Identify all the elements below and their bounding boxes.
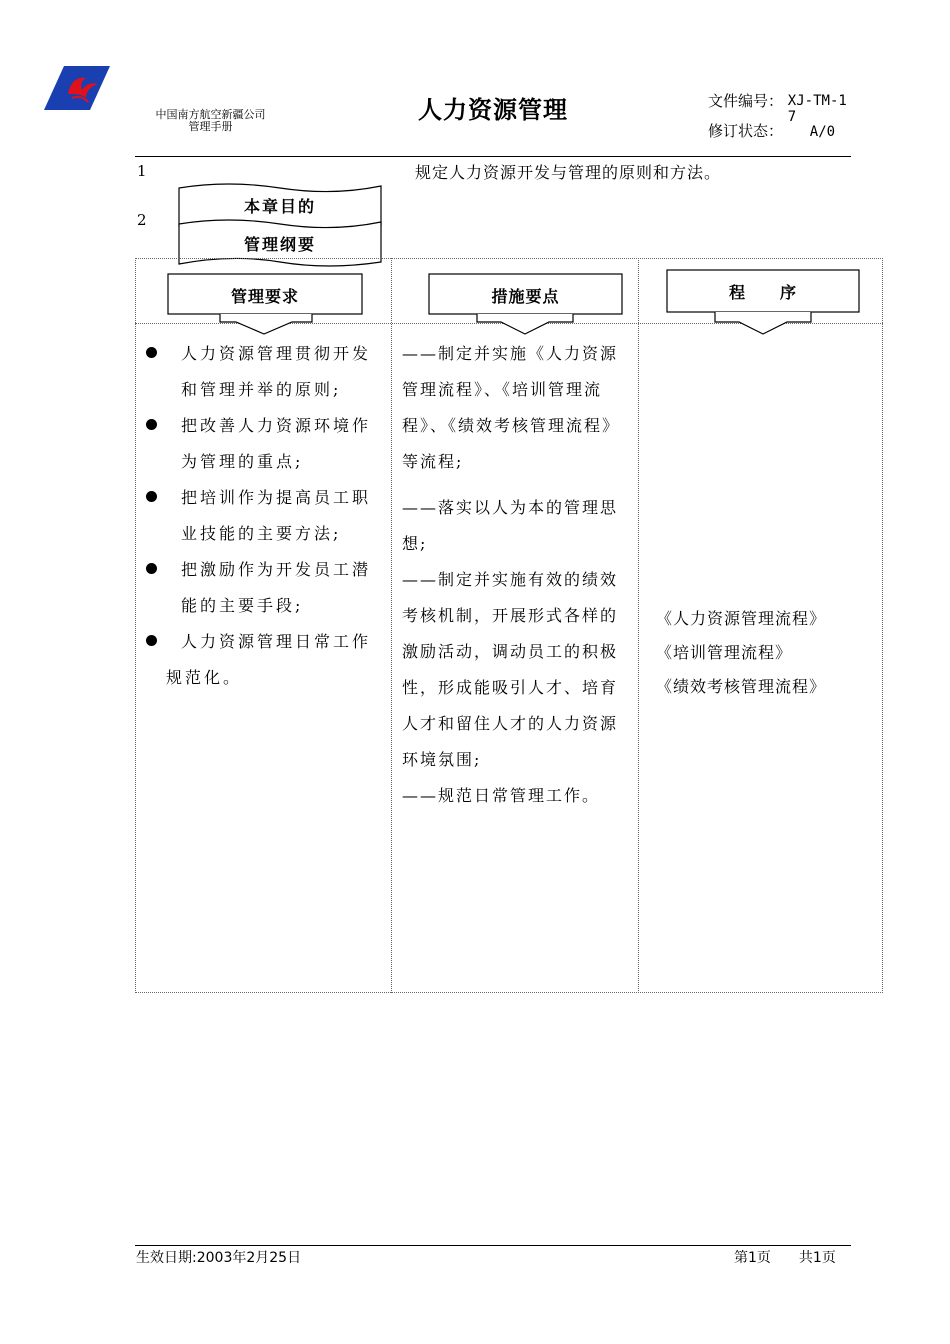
footer-divider (135, 1245, 851, 1246)
header-divider (135, 156, 851, 157)
bullet-icon (146, 563, 157, 574)
list-item: ——规范日常管理工作。 (402, 786, 601, 805)
col2-header: 措施要点 (491, 287, 560, 306)
purpose-label: 本章目的 (243, 197, 316, 216)
manual-name: 管理手册 (188, 120, 233, 133)
measures-list (402, 336, 634, 814)
doc-number-value: XJ-TM-17 (787, 93, 847, 125)
list-item: 把改善人力资源环境作为管理的重点; (146, 408, 386, 480)
requirements-list (146, 336, 386, 696)
col1-header: 管理要求 (230, 287, 299, 306)
list-item: 人力资源管理贯彻开发和管理并举的原则; (146, 336, 386, 408)
list-item: 把培训作为提高员工职业技能的主要方法; (146, 480, 386, 552)
procedure-link: 《人力资源管理流程》 (656, 609, 827, 628)
revision-label: 修订状态： (708, 122, 784, 140)
column-divider-1 (391, 258, 392, 993)
column-divider-2 (638, 258, 639, 993)
section-number-2: 2 (137, 211, 147, 229)
page-title: 人力资源管理 (418, 96, 568, 124)
purpose-text: 规定人力资源开发与管理的原则和方法。 (415, 163, 722, 182)
revision-value: A/0 (809, 124, 836, 140)
outline-label: 管理纲要 (243, 235, 316, 254)
doc-number-label: 文件编号： (708, 92, 784, 110)
list-item: ——制定并实施《人力资源管理流程》、《培训管理流程》、《绩效考核管理流程》等流程; (402, 344, 621, 471)
company-logo (42, 64, 112, 114)
page-number: 第1页 共1页 (734, 1250, 836, 1266)
procedure-link: 《绩效考核管理流程》 (656, 677, 827, 696)
list-item: 人力资源管理日常工作 (146, 624, 386, 660)
list-item: ——制定并实施有效的绩效考核机制，开展形式各样的激励活动，调动员工的积极性，形成能吸引人才、培育人才和留住人才的人力资源环境氛围; (402, 570, 619, 769)
list-item: 把激励作为开发员工潜能的主要手段; (146, 552, 386, 624)
procedure-link: 《培训管理流程》 (656, 643, 793, 662)
document-meta (708, 93, 850, 140)
revision-row (708, 123, 850, 140)
bullet-icon (146, 635, 157, 646)
section-number-1: 1 (137, 162, 147, 180)
effective-date: 生效日期:2003年2月25日 (136, 1250, 302, 1266)
list-item-continuation: 规范化。 (166, 668, 243, 687)
bullet-icon (146, 347, 157, 358)
list-item: ——落实以人为本的管理思想; (402, 498, 619, 553)
company-block (148, 109, 273, 133)
bullet-icon (146, 491, 157, 502)
bullet-icon (146, 419, 157, 430)
company-name: 中国南方航空新疆公司 (155, 108, 266, 121)
col3-header: 程 序 (728, 283, 797, 302)
doc-number-row (708, 93, 850, 125)
procedures-list (656, 602, 826, 704)
